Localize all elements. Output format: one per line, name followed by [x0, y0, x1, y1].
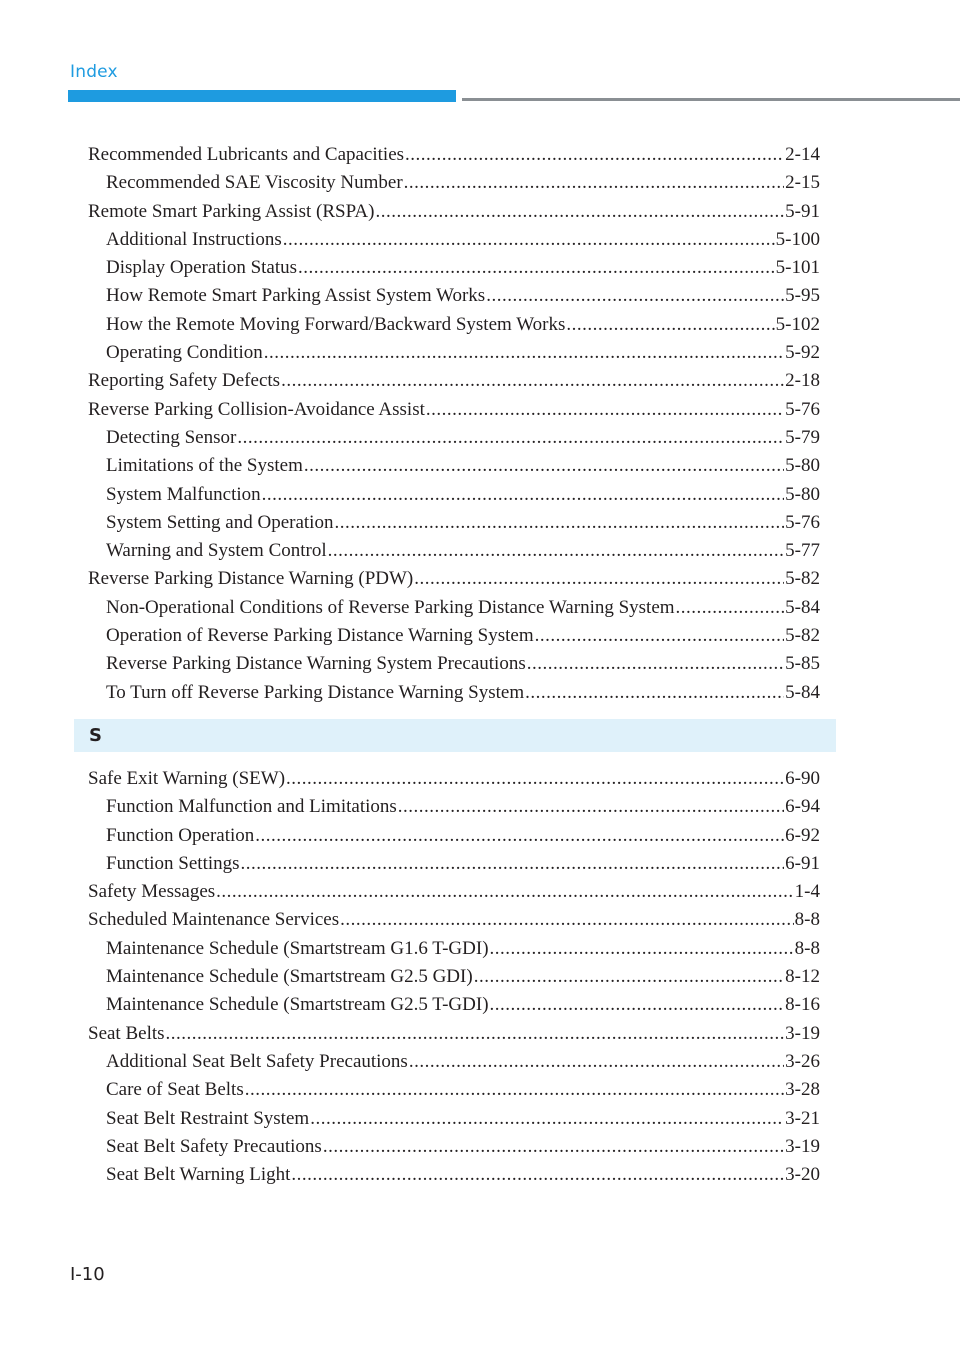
index-subentry — [88, 1133, 820, 1161]
index-entry — [88, 906, 820, 934]
index-subentry — [88, 339, 820, 367]
entry-label: Warning and System Control — [106, 540, 327, 562]
dot-leader — [281, 367, 784, 395]
entry-label: Seat Belt Restraint System — [106, 1107, 310, 1129]
entry-label: Maintenance Schedule (Smartstream G2.5 GDI) — [106, 966, 473, 988]
index-subentry — [88, 424, 820, 452]
dot-leader — [340, 906, 794, 934]
entry-page-ref: 5-80 — [785, 483, 820, 505]
dot-leader — [490, 991, 785, 1019]
dot-leader — [414, 565, 784, 593]
dot-leader — [298, 254, 775, 282]
entry-label: Additional Seat Belt Safety Precautions — [106, 1050, 408, 1072]
index-entry — [88, 396, 820, 424]
index-subentry — [88, 282, 820, 310]
dot-leader — [486, 282, 784, 310]
index-entry — [88, 198, 820, 226]
section-header-s — [74, 719, 836, 752]
entry-label: Recommended SAE Viscosity Number — [106, 172, 403, 194]
entry-label: How Remote Smart Parking Assist System Works — [106, 285, 486, 307]
dot-leader — [323, 1133, 784, 1161]
dot-leader — [245, 1076, 784, 1104]
entry-page-ref: 6-91 — [785, 852, 820, 874]
index-subentry — [88, 594, 820, 622]
entry-label: System Malfunction — [106, 483, 261, 505]
dot-leader — [409, 1048, 784, 1076]
index-subentry — [88, 822, 820, 850]
entry-label: Reverse Parking Distance Warning (PDW) — [88, 568, 414, 590]
dot-leader — [255, 822, 784, 850]
entry-label: Non-Operational Conditions of Reverse Parking Distance Warning System — [106, 596, 675, 618]
dot-leader — [375, 198, 784, 226]
entry-label: Care of Seat Belts — [106, 1079, 244, 1101]
index-subentry — [88, 1105, 820, 1133]
index-entry — [88, 1020, 820, 1048]
index-subentry — [88, 1076, 820, 1104]
index-subentry — [88, 991, 820, 1019]
entry-page-ref: 5-100 — [775, 228, 820, 250]
entry-label: Limitations of the System — [106, 455, 303, 477]
dot-leader — [398, 793, 784, 821]
entry-page-ref: 3-21 — [785, 1107, 820, 1129]
dot-leader — [474, 963, 784, 991]
entry-page-ref: 5-95 — [785, 285, 820, 307]
entry-label: Detecting Sensor — [106, 426, 237, 448]
dot-leader — [241, 850, 785, 878]
entry-page-ref: 5-101 — [775, 257, 820, 279]
index-subentry — [88, 793, 820, 821]
entry-page-ref: 6-90 — [785, 768, 820, 789]
entry-label: Display Operation Status — [106, 257, 298, 279]
index-subentry — [88, 622, 820, 650]
index-subentry — [88, 537, 820, 565]
index-subentry — [88, 311, 820, 339]
entry-page-ref: 3-26 — [785, 1050, 820, 1072]
entry-label: Reporting Safety Defects — [88, 370, 281, 392]
index-list-r — [88, 141, 820, 707]
index-entry — [88, 878, 820, 906]
entry-page-ref: 5-91 — [785, 200, 820, 222]
index-subentry — [88, 650, 820, 678]
entry-label: Reverse Parking Distance Warning System Precautions — [106, 653, 526, 675]
entry-page-ref: 5-82 — [785, 568, 820, 590]
entry-page-ref: 5-76 — [785, 398, 820, 420]
entry-label: Additional Instructions — [106, 228, 282, 250]
entry-page-ref: 5-92 — [785, 342, 820, 364]
dot-leader — [535, 622, 785, 650]
entry-label: Maintenance Schedule (Smartstream G2.5 T-GDI) — [106, 994, 489, 1016]
entry-label: To Turn off Reverse Parking Distance Warning System — [106, 681, 525, 703]
index-subentry — [88, 679, 820, 707]
index-list-s — [88, 765, 820, 1189]
dot-leader — [426, 396, 784, 424]
dot-leader — [310, 1105, 784, 1133]
index-subentry — [88, 254, 820, 282]
header-accent-bar — [68, 90, 456, 102]
entry-page-ref: 2-18 — [785, 370, 820, 392]
entry-page-ref: 5-82 — [785, 625, 820, 647]
entry-page-ref: 5-102 — [775, 313, 820, 335]
dot-leader — [405, 141, 784, 169]
entry-label: How the Remote Moving Forward/Backward System Works — [106, 313, 566, 335]
index-subentry — [88, 1161, 820, 1189]
dot-leader — [490, 935, 794, 963]
index-entry — [88, 765, 820, 793]
entry-label: Function Operation — [106, 824, 255, 846]
section-letter: S — [89, 725, 102, 746]
dot-leader — [334, 509, 784, 537]
entry-page-ref: 1-4 — [794, 881, 820, 903]
dot-leader — [283, 226, 775, 254]
entry-label: Operation of Reverse Parking Distance Warning System — [106, 625, 534, 647]
index-subentry — [88, 1048, 820, 1076]
entry-page-ref: 3-28 — [785, 1079, 820, 1101]
entry-page-ref: 5-79 — [785, 426, 820, 448]
entry-label: Function Malfunction and Limitations — [106, 796, 397, 818]
entry-page-ref: 5-77 — [785, 540, 820, 562]
index-subentry — [88, 452, 820, 480]
entry-label: Operating Condition — [106, 342, 263, 364]
entry-label: Safe Exit Warning (SEW) — [88, 768, 286, 789]
entry-page-ref: 5-84 — [785, 596, 820, 618]
index-entry — [88, 141, 820, 169]
entry-page-ref: 8-12 — [785, 966, 820, 988]
dot-leader — [404, 169, 785, 197]
entry-page-ref: 6-94 — [785, 796, 820, 818]
index-subentry — [88, 169, 820, 197]
index-subentry — [88, 509, 820, 537]
entry-label: Seat Belt Warning Light — [106, 1164, 291, 1186]
entry-page-ref: 6-92 — [785, 824, 820, 846]
dot-leader — [291, 1161, 784, 1189]
dot-leader — [262, 481, 785, 509]
index-entry — [88, 367, 820, 395]
entry-label: Safety Messages — [88, 881, 216, 903]
entry-page-ref: 5-84 — [785, 681, 820, 703]
entry-label: Reverse Parking Collision-Avoidance Assist — [88, 398, 425, 420]
entry-page-ref: 2-15 — [785, 172, 820, 194]
entry-page-ref: 3-20 — [785, 1164, 820, 1186]
entry-page-ref: 3-19 — [785, 1022, 820, 1044]
entry-label: Recommended Lubricants and Capacities — [88, 144, 405, 165]
entry-page-ref: 3-19 — [785, 1135, 820, 1157]
entry-page-ref: 5-76 — [785, 511, 820, 533]
dot-leader — [328, 537, 785, 565]
dot-leader — [527, 650, 784, 678]
header-rule — [462, 98, 960, 101]
entry-page-ref: 2-14 — [785, 144, 820, 165]
entry-label: Seat Belt Safety Precautions — [106, 1135, 322, 1157]
dot-leader — [566, 311, 774, 339]
dot-leader — [676, 594, 785, 622]
dot-leader — [525, 679, 784, 707]
dot-leader — [166, 1020, 785, 1048]
entry-label: Maintenance Schedule (Smartstream G1.6 T-GDI) — [106, 937, 489, 959]
entry-label: Seat Belts — [88, 1022, 165, 1044]
page-number: I-10 — [70, 1264, 105, 1285]
dot-leader — [237, 424, 784, 452]
entry-label: System Setting and Operation — [106, 511, 334, 533]
dot-leader — [304, 452, 784, 480]
entry-page-ref: 8-16 — [785, 994, 820, 1016]
index-subentry — [88, 850, 820, 878]
entry-label: Remote Smart Parking Assist (RSPA) — [88, 200, 375, 222]
index-subentry — [88, 226, 820, 254]
index-entry — [88, 565, 820, 593]
entry-page-ref: 5-80 — [785, 455, 820, 477]
entry-label: Scheduled Maintenance Services — [88, 909, 340, 931]
entry-page-ref: 8-8 — [794, 909, 820, 931]
dot-leader — [286, 765, 784, 793]
index-subentry — [88, 935, 820, 963]
dot-leader — [216, 878, 794, 906]
index-subentry — [88, 481, 820, 509]
header-title: Index — [70, 62, 118, 82]
entry-page-ref: 5-85 — [785, 653, 820, 675]
entry-page-ref: 8-8 — [794, 937, 820, 959]
index-subentry — [88, 963, 820, 991]
entry-label: Function Settings — [106, 852, 240, 874]
dot-leader — [264, 339, 784, 367]
